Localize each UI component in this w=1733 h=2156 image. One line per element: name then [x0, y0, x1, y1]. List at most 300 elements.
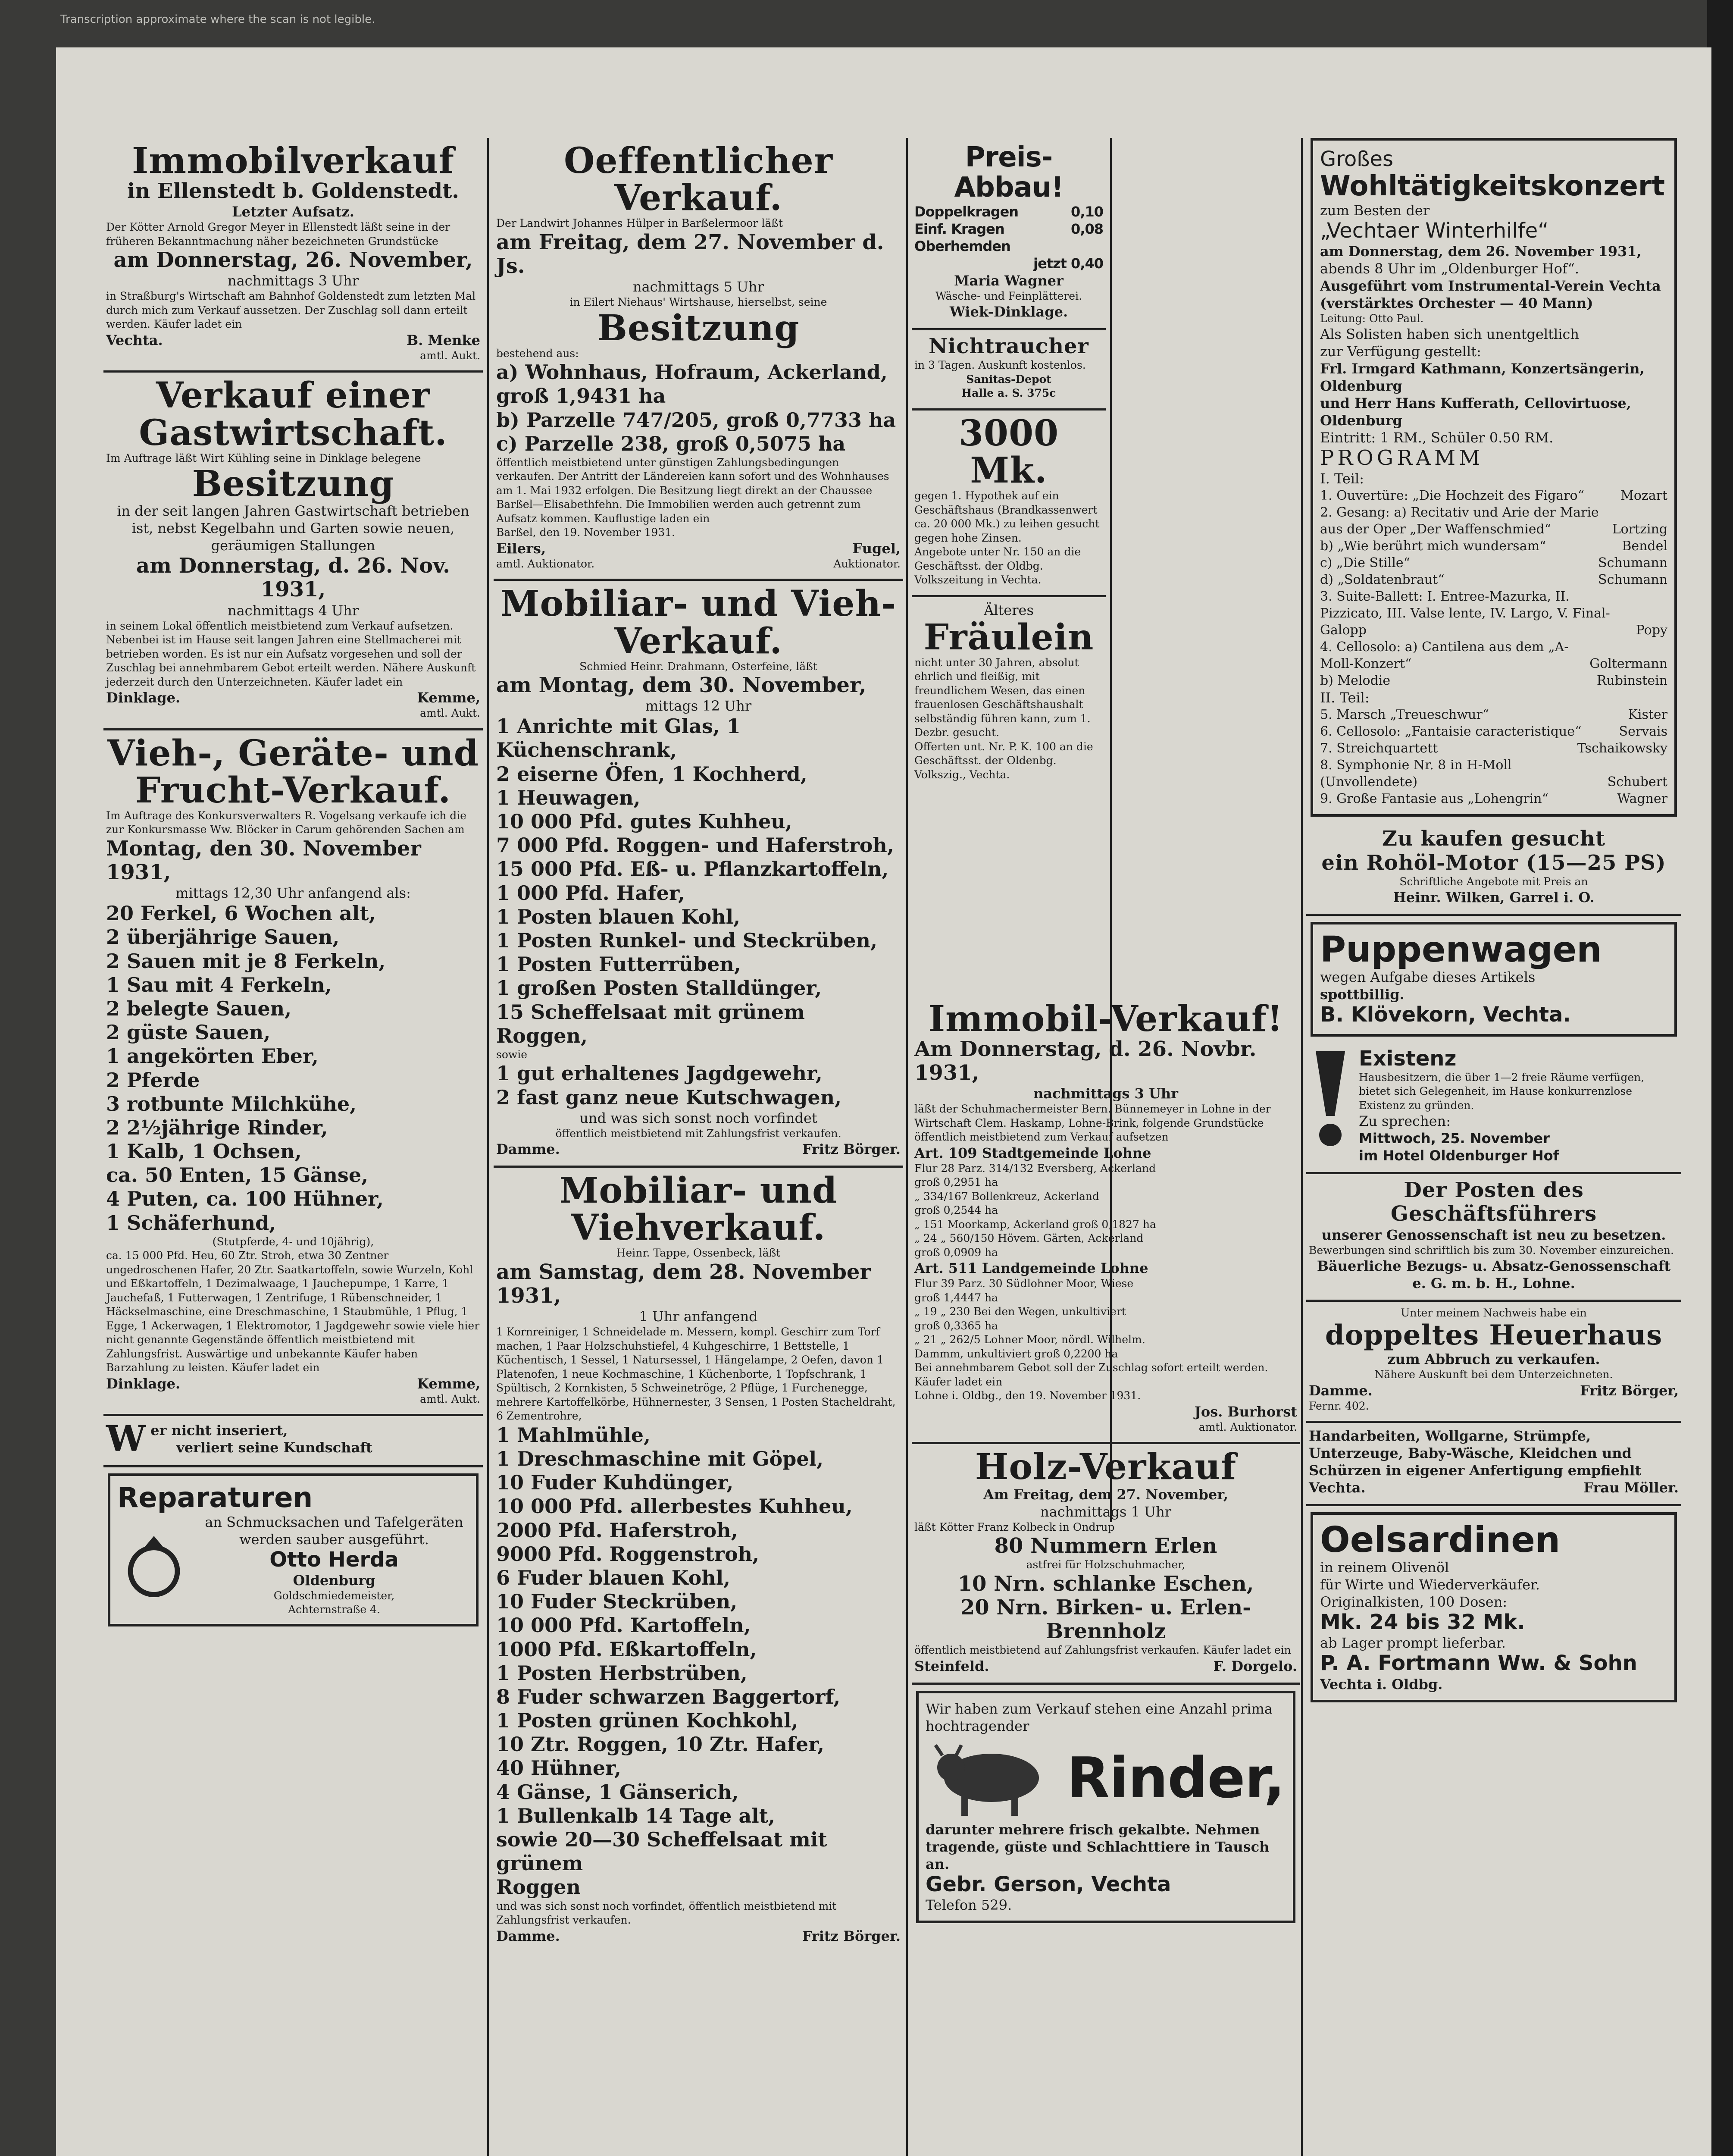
column-2	[494, 138, 903, 2156]
wood-item-1-note: astfrei für Holzschuhmacher,	[1026, 1558, 1186, 1571]
wood-item-1: 80 Nummern Erlen	[994, 1534, 1217, 1558]
ad-date: am Donnerstag, d. 26. Nov. 1931,	[136, 554, 450, 602]
list-item: 1 Schäferhund,	[106, 1211, 276, 1235]
program-composer: Lortzing	[1612, 522, 1667, 537]
ad-title: Nichtraucher	[929, 334, 1089, 359]
list-item: 2 belegte Sauen,	[106, 997, 292, 1020]
list-item: 1 Anrichte mit Glas, 1 Küchenschrank,	[496, 714, 741, 762]
ad-intro: Der Kötter Arnold Gregor Meyer in Ellenstedt läßt seine in der früheren Bekanntmachung näher bezeichneten Grundstücke	[106, 221, 450, 248]
list-item: 1 Posten Herbstrüben,	[496, 1661, 748, 1685]
price-value: 0,10	[1071, 203, 1103, 220]
ad-body: Bei annehmbarem Gebot soll der Zuschlag sofort erteilt werden. Käufer ladet ein	[914, 1361, 1268, 1388]
article-1-title: Art. 109 Stadtgemeinde Lohne	[914, 1144, 1151, 1161]
program-piece: b) Melodie	[1320, 673, 1391, 689]
ad-firm: Sanitas-Depot	[966, 373, 1051, 385]
ad-body-2: in seinem Lokal öffentlich meistbietend zum Verkauf aufsetzen. Nebenbei ist im Hause seit langen Jahren eine Stellmacherei mit betrieben worden. Es ist nur ein Aufsatz vorgesehen und soll der Zuschlag bei annehmbarem Gebot erteilt werden. Nähere Auskunft jederzeit durch den Unterzeichneten. Käufer ladet ein	[106, 619, 476, 688]
program-part-2: II. Teil:	[1320, 689, 1370, 706]
list-item: 20 Ferkel, 6 Wochen alt,	[106, 902, 376, 925]
program-composer: Tschaikowsky	[1577, 741, 1667, 756]
ad-price: Eintritt: 1 RM., Schüler 0.50 RM.	[1320, 429, 1554, 446]
ad-signature-left: Eilers,	[496, 540, 546, 557]
drop-initial: W	[106, 1418, 147, 1460]
list-item: 8 Fuder schwarzen Baggertorf,	[496, 1685, 841, 1708]
list-item: sowie 20—30 Scheffelsaat mit grünem	[496, 1828, 827, 1875]
ad-line-1: in reinem Olivenöl	[1320, 1559, 1449, 1576]
price-value: 0,08	[1071, 220, 1103, 237]
program-piece: 5. Marsch „Treueschwur“	[1320, 707, 1489, 723]
ad-signature: Jos. Burhorst	[1194, 1403, 1297, 1420]
list-item: 7 000 Pfd. Roggen- und Haferstroh,	[496, 834, 894, 857]
ad-time: nachmittags 3 Uhr	[227, 273, 359, 289]
article-2-parcel: Flur 39 Parz. 30 Südlohner Moor, Wiese	[914, 1277, 1134, 1290]
program-piece: d) „Soldatenbraut“	[1320, 572, 1445, 588]
ad-trade: Wäsche- und Feinplätterei.	[935, 289, 1082, 302]
program-piece: 6. Cellosolo: „Fantaisie caracteristique“	[1320, 724, 1582, 740]
list-item: 2 2½jährige Rinder,	[106, 1116, 328, 1139]
program-piece: b) „Wie berührt mich wundersam“	[1320, 539, 1546, 554]
ad-existenz	[1306, 1043, 1681, 1175]
ad-address: Halle a. S. 375c	[961, 387, 1056, 400]
ad-signature-title: amtl. Aukt.	[420, 1392, 480, 1405]
price-row	[914, 203, 1103, 220]
list-item: 4 Puten, ca. 100 Hühner,	[106, 1187, 384, 1211]
ad-puppenwagen	[1311, 922, 1677, 1036]
column-1	[103, 138, 483, 2156]
column-rule	[906, 138, 908, 2156]
list-item: 1 gut erhaltenes Jagdgewehr,	[496, 1062, 823, 1085]
ad-signature: Fritz Börger.	[802, 1927, 901, 1944]
price-label: Einf. Kragen	[914, 220, 1004, 237]
ad-title: Existenz	[1359, 1046, 1457, 1071]
program-row	[1320, 555, 1667, 571]
ad-title: Mobiliar- und Viehverkauf.	[559, 1170, 838, 1249]
list-item: 1000 Pfd. Eßkartoffeln,	[496, 1637, 757, 1661]
ad-headline: Besitzung	[597, 307, 800, 349]
ad-3000-mk	[912, 411, 1106, 597]
ad-time: mittags 12,30 Uhr anfangend als:	[175, 885, 411, 902]
ring-icon	[117, 1529, 191, 1602]
program-piece: c) „Die Stille“	[1320, 555, 1411, 571]
ad-kicker: Älteres	[984, 602, 1034, 618]
list-item: 1 Posten Runkel- und Steckrüben,	[496, 928, 878, 952]
ad-mobiliar-und-viehverkauf-tappe	[494, 1168, 903, 1952]
ad-wer-nicht-inseriert	[103, 1416, 483, 1467]
ad-dateline: Barßel, den 19. November 1931.	[496, 526, 675, 539]
ad-signature-title: amtl. Auktionator.	[1198, 1420, 1297, 1433]
ad-signature-title: amtl. Aukt.	[420, 349, 480, 362]
ad-signature: F. Dorgelo.	[1213, 1658, 1297, 1674]
ad-immobilverkauf-ellenstedt	[103, 138, 483, 373]
program-piece: 3. Suite-Ballett: I. Entree-Mazurka, II. Pizzicato, III. Valse lente, IV. Largo, V. Final-Galopp	[1320, 589, 1610, 638]
item-list	[106, 902, 480, 1235]
ad-verkauf-gastwirtschaft	[103, 373, 483, 730]
ad-place: Vechta.	[1309, 1479, 1366, 1496]
ad-reparaturen	[108, 1473, 479, 1626]
list-item: 1 großen Posten Stalldünger,	[496, 976, 822, 1000]
ad-time: mittags 12 Uhr	[645, 698, 752, 714]
list-item: 1 Dreschmaschine mit Göpel,	[496, 1447, 824, 1471]
list-item: 2 güste Sauen,	[106, 1021, 271, 1044]
ad-date: Mittwoch, 25. November	[1359, 1130, 1550, 1147]
list-item: 2 eiserne Öfen, 1 Kochherd,	[496, 762, 807, 786]
list-item: 1 Sau mit 4 Ferkeln,	[106, 973, 332, 997]
program-title: PROGRAMM	[1320, 446, 1484, 470]
program-composer: Goltermann	[1589, 656, 1667, 672]
program-row	[1320, 706, 1667, 723]
list-item: „ 24 „ 560/150 Hövem. Gärten, Ackerland	[914, 1232, 1144, 1245]
program-row	[1320, 757, 1667, 790]
list-item: 2 überjährige Sauen,	[106, 925, 340, 949]
transcription-note: Transcription approximate where the scan is not legible.	[60, 13, 375, 26]
ad-signature: Fritz Börger,	[1580, 1382, 1679, 1399]
list-item: „ 334/167 Bollenkreuz, Ackerland	[914, 1190, 1100, 1203]
ad-body: in 3 Tagen. Auskunft kostenlos.	[914, 359, 1086, 372]
list-item: b) Parzelle 747/205, groß 0,7733 ha	[496, 408, 896, 432]
ad-headline: Besitzung	[192, 463, 394, 505]
program-row	[1320, 487, 1667, 504]
item-list	[496, 1423, 901, 1899]
column-4	[1306, 138, 1681, 2156]
ad-oeffentlicher-verkauf	[494, 138, 903, 581]
ad-time: 1 Uhr anfangend	[639, 1308, 758, 1325]
list-item: Roggen	[496, 1875, 581, 1899]
ad-place: Damme.	[1309, 1382, 1373, 1399]
slogan-line-2: verliert seine Kundschaft	[176, 1439, 372, 1456]
ad-phone: Telefon 529.	[926, 1897, 1012, 1913]
ad-soloists-4: und Herr Hans Kufferath, Cellovirtuose, Oldenburg	[1320, 395, 1631, 429]
price-label: Doppelkragen	[914, 203, 1019, 220]
ad-fraeulein	[912, 597, 1106, 790]
list-item: groß 0,2951 ha	[914, 1176, 998, 1189]
ad-date: am Freitag, dem 27. November d. Js.	[496, 230, 884, 278]
ad-price: Mk. 24 bis 32 Mk.	[1320, 1610, 1525, 1635]
program-piece: 2. Gesang: a) Recitativ und Arie der Marie aus der Oper „Der Waffenschmied“	[1320, 505, 1599, 537]
ad-title: Verkauf einer Gastwirtschaft.	[139, 375, 447, 454]
ad-title: Wohltätigkeitskonzert	[1320, 170, 1665, 203]
program-part-1: I. Teil:	[1320, 470, 1364, 487]
ad-rohoel-motor	[1306, 823, 1681, 916]
ad-date: Am Freitag, dem 27. November,	[983, 1486, 1228, 1503]
ad-small-print: 1 Kornreiniger, 1 Schneidelade m. Messern, kompl. Geschirr zum Torf machen, 1 Paar Holzschuhstiefel, 4 Kuhgeschirre, 1 Bettstelle, 1 Küchentisch, 1 Sessel, 1 Natursessel, 1 Hängelampe, 2 Oefen, davon 1 Platenofen, 1 neue Kochmaschine, 1 Küchenborte, 1 Topfschrank, 1 Spültisch, 2 Kornkisten, 5 Schweinetröge, 2 Pflüge, 1 Furchenegge, mehrere Kartoffelkörbe, Hühnernester, 3 Sensen, 1 Posten Stacheldraht, 6 Zementrohre,	[496, 1326, 896, 1423]
ad-title: Fräulein	[923, 616, 1094, 658]
program-composer: Popy	[1636, 623, 1667, 638]
list-item: 9000 Pfd. Roggenstroh,	[496, 1542, 760, 1566]
ad-place: Vechta.	[106, 332, 163, 348]
price-table	[914, 203, 1103, 272]
ad-intro: läßt Kötter Franz Kolbeck in Ondrup	[914, 1520, 1115, 1533]
ad-subtitle: in Ellenstedt b. Goldenstedt.	[127, 179, 459, 204]
ad-title: Oeffentlicher Verkauf.	[563, 140, 833, 219]
list-item: 40 Hühner,	[496, 1756, 621, 1780]
wood-item-3: 20 Nrn. Birken- u. Erlen-	[960, 1595, 1251, 1620]
item-separator: sowie	[496, 1048, 528, 1061]
program-composer: Schubert	[1607, 774, 1667, 790]
ad-line-2: für Wirte und Wiederverkäufer.	[1320, 1576, 1540, 1593]
list-item: 10 Fuder Kuhdünger,	[496, 1471, 734, 1495]
article-2-title: Art. 511 Landgemeinde Lohne	[914, 1260, 1148, 1277]
ad-phone: Fernr. 402.	[1309, 1399, 1369, 1412]
ad-place: Damme.	[496, 1141, 560, 1158]
list-item: „ 19 „ 230 Bei den Wegen, unkultiviert	[914, 1305, 1126, 1318]
ad-signature-left-title: amtl. Auktionator.	[496, 557, 595, 570]
program-composer: Schumann	[1598, 572, 1667, 588]
program-piece: 9. Große Fantasie aus „Lohengrin“	[1320, 791, 1548, 807]
ad-preis-abbau	[912, 138, 1106, 330]
list-item: groß 1,4447 ha	[914, 1291, 998, 1304]
list-item: 10 000 Pfd. gutes Kuhheu,	[496, 810, 792, 834]
list-item: 15 000 Pfd. Eß- u. Pflanzkartoffeln,	[496, 857, 889, 881]
program-row	[1320, 571, 1667, 588]
program-row	[1320, 588, 1667, 639]
list-item: „ 21 „ 262/5 Lohner Moor, nördl. Wilhelm.	[914, 1333, 1145, 1346]
ad-headline: Rinder,	[1067, 1745, 1285, 1811]
slogan-line-1: er nicht inseriert,	[150, 1422, 288, 1439]
ad-dateline: Lohne i. Oldbg., den 19. November 1931.	[914, 1389, 1141, 1402]
list-item: 2000 Pfd. Haferstroh,	[496, 1518, 738, 1542]
bull-icon	[927, 1735, 1056, 1821]
ad-signature: Kemme,	[417, 1375, 480, 1392]
program-composer: Bendel	[1622, 539, 1667, 554]
ad-intro: Wir haben zum Verkauf stehen eine Anzahl prima hochtragender	[926, 1700, 1273, 1734]
ad-subtitle: unserer Genossenschaft ist neu zu besetzen.	[1321, 1226, 1666, 1243]
ad-holz-verkauf	[912, 1444, 1300, 1684]
ad-title: Zu kaufen gesucht	[1382, 827, 1606, 851]
ad-city: Vechta i. Oldbg.	[1320, 1676, 1443, 1692]
list-item: 1 000 Pfd. Hafer,	[496, 881, 685, 905]
ad-time: abends 8 Uhr im „Oldenburger Hof“.	[1320, 260, 1580, 277]
ad-intro: Schmied Heinr. Drahmann, Osterfeine, läßt	[579, 660, 817, 673]
ad-oelsardinen	[1311, 1512, 1677, 1702]
item-list	[496, 714, 901, 1048]
ad-kicker: Großes	[1320, 147, 1394, 171]
list-item: 2 Pferde	[106, 1068, 200, 1092]
ad-body-2: spottbillig.	[1320, 986, 1405, 1003]
program-row	[1320, 672, 1667, 689]
price-value: jetzt 0,40	[1033, 255, 1103, 272]
ad-offer: Offerten unt. Nr. P. K. 100 an die Geschäftsst. der Oldenbg. Volkszig., Vechta.	[914, 740, 1093, 781]
ad-conductor: Leitung: Otto Paul.	[1320, 312, 1424, 325]
ad-body: öffentlich meistbietend mit Zahlungsfrist verkaufen.	[555, 1127, 841, 1140]
ad-firm: Maria Wagner	[954, 272, 1064, 289]
list-item: 10 000 Pfd. allerbestes Kuhheu,	[496, 1495, 853, 1518]
list-item: 10 Fuder Steckrüben,	[496, 1590, 738, 1614]
list-item: 10 000 Pfd. Kartoffeln,	[496, 1614, 751, 1637]
list-item: a) Wohnhaus, Hofraum, Ackerland, groß 1,9431 ha	[496, 360, 888, 408]
list-item: c) Parzelle 238, groß 0,5075 ha	[496, 432, 846, 455]
ad-performer-2: (verstärktes Orchester — 40 Mann)	[1320, 295, 1593, 311]
program-list-1	[1320, 487, 1667, 689]
ad-body: an Schmucksachen und Tafelgeräten werden sauber ausgeführt.	[205, 1514, 463, 1548]
ad-place: Dinklage.	[106, 1375, 181, 1392]
ad-date: am Montag, dem 30. November,	[496, 673, 866, 698]
list-item: Dammm, unkultiviert groß 0,2200 ha	[914, 1347, 1118, 1360]
program-composer: Mozart	[1620, 488, 1667, 504]
column-rule	[487, 138, 489, 2156]
ad-lead: Zu sprechen:	[1359, 1113, 1451, 1130]
article-2-rows	[914, 1291, 1297, 1361]
ad-title: Der Posten des Geschäftsführers	[1390, 1178, 1597, 1226]
ad-immobil-verkauf-lohne	[912, 996, 1300, 1444]
ad-place-line: in Eilert Niehaus' Wirtshause, hierselbst, seine	[569, 296, 827, 309]
list-item: 10 Ztr. Roggen, 10 Ztr. Hafer,	[496, 1733, 824, 1756]
article-1-parcel: Flur 28 Parz. 314/132 Eversberg, Ackerland	[914, 1162, 1156, 1175]
ad-place: Damme.	[496, 1927, 560, 1944]
wood-item-4: Brennholz	[1045, 1619, 1166, 1644]
list-item: 15 Scheffelsaat mit grünem Roggen,	[496, 1000, 805, 1047]
list-item: groß 0,3365 ha	[914, 1319, 998, 1332]
ad-time: nachmittags 3 Uhr	[1033, 1085, 1179, 1102]
ad-wohltaetigkeitskonzert	[1311, 138, 1677, 817]
ad-title: doppeltes Heuerhaus	[1325, 1319, 1663, 1351]
list-item: 1 Posten grünen Kochkohl,	[496, 1709, 798, 1733]
list-item: 1 Kalb, 1 Ochsen,	[106, 1140, 302, 1163]
ad-small-print: ca. 15 000 Pfd. Heu, 60 Ztr. Stroh, etwa 30 Zentner ungedroschenen Hafer, 20 Ztr. Saatkartoffeln, sowie Wurzeln, Kohl und Eßkartoffeln, 1 Dezimalwaage, 1 Jauchepumpe, 1 Karre, 1 Jauchefaß, 1 Futterwagen, 1 Zentrifuge, 1 Rübenschneider, 1 Häckselmaschine, eine Dreschmaschine, 1 Staubmühle, 1 Pflug, 1 Egge, 1 Ackerwagen, 1 Elektromotor, 1 Jagdgewehr sowie viele hier nicht genannte Gegenstände öffentlich meistbietend mit Zahlungsfrist. Auswärtige und unbekannte Käufer haben Barzahlung zu leisten. Käufer ladet ein	[106, 1249, 480, 1374]
ad-time: nachmittags 4 Uhr	[227, 602, 359, 619]
price-row	[914, 220, 1103, 238]
ad-body: öffentlich meistbietend unter günstigen Zahlungsbedingungen verkaufen. Der Antritt der Ländereien kann sofort und des Wohnhauses am 1. Mai 1932 erfolgen. Die Besitzung liegt direkt an der Chaussee Barßel—Elisabethfehn. Die Immobilien werden auch getrennt zum Aufsatz kommen. Kauflustige laden ein	[496, 456, 889, 525]
list-item: 4 Gänse, 1 Gänserich,	[496, 1780, 739, 1804]
ad-nichtraucher	[912, 330, 1106, 411]
ad-title: Reparaturen	[117, 1482, 313, 1514]
ad-title: Preis-Abbau!	[954, 141, 1064, 204]
list-item: 1 angekörten Eber,	[106, 1044, 319, 1068]
program-composer: Servais	[1619, 724, 1667, 740]
ad-firm: Bäuerliche Bezugs- u. Absatz-Genossenschaft e. G. m. b. H., Lohne.	[1317, 1258, 1671, 1292]
ad-body: Nähere Auskunft bei dem Unterzeichneten.	[1374, 1368, 1613, 1381]
ad-intro: Der Landwirt Johannes Hülper in Barßelermoor läßt	[496, 217, 783, 230]
ad-item: ein Rohöl-Motor (15—25 PS)	[1321, 850, 1666, 875]
list-item: 1 Heuwagen,	[496, 786, 641, 809]
ad-body: darunter mehrere frisch gekalbte. Nehmen tragende, güste und Schlachttiere in Tausch an.	[926, 1821, 1270, 1872]
list-item: 2 fast ganz neue Kutschwagen,	[496, 1085, 842, 1109]
ad-signature: Kemme,	[417, 689, 480, 706]
program-composer: Wagner	[1617, 791, 1667, 807]
ad-date: Am Donnerstag, d. 26. Novbr. 1931,	[914, 1037, 1257, 1085]
list-item: 1 Bullenkalb 14 Tage alt,	[496, 1804, 775, 1827]
item-list-2	[496, 1062, 901, 1109]
list-item: 2 Sauen mit je 8 Ferkeln,	[106, 949, 386, 973]
newspaper-page	[56, 47, 1711, 2156]
ad-signature-right: Fugel,	[852, 540, 901, 557]
column-3-lower	[912, 996, 1300, 2156]
ad-mobiliar-und-viehverkauf-drahmann	[494, 581, 903, 1168]
wood-item-2: 10 Nrn. schlanke Eschen,	[957, 1571, 1254, 1596]
ad-date: am Samstag, dem 28. November 1931,	[496, 1260, 871, 1308]
ad-body-1: wegen Aufgabe dieses Artikels	[1320, 969, 1536, 986]
parcel-list	[496, 360, 901, 456]
price-row	[914, 238, 1103, 255]
ad-signature: Frau Möller.	[1583, 1479, 1679, 1496]
list-item: 1 Posten blauen Kohl,	[496, 905, 741, 928]
ad-line-2: „Vechtaer Winterhilfe“	[1320, 218, 1549, 243]
program-row	[1320, 723, 1667, 740]
ad-body: Bewerbungen sind schriftlich bis zum 30. November einzureichen.	[1309, 1244, 1674, 1257]
ad-soloists-3: Frl. Irmgard Kathmann, Konzertsängerin, Oldenburg	[1320, 360, 1645, 395]
ad-intro: Im Auftrage des Konkursverwalters R. Vogelsang verkaufe ich die zur Konkursmasse Ww. Blöcker in Carum gehörenden Sachen am	[106, 809, 467, 836]
ad-title: Mobiliar- und Vieh-Verkauf.	[500, 583, 897, 662]
ad-lead: bestehend aus:	[496, 347, 579, 360]
ad-line-1: zum Besten der	[1320, 202, 1430, 219]
ad-body: Hausbesitzern, die über 1—2 freie Räume verfügen, bietet sich Gelegenheit, im Hause konkurrenzlose Existenz zu gründen.	[1359, 1071, 1645, 1112]
ad-intro: läßt der Schuhmachermeister Bern. Bünnemeyer in Lohne in der Wirtschaft Clem. Haskamp, Lohne-Brink, folgende Grundstücke öffentlich meistbietend zum Verkauf aufsetzen	[914, 1103, 1271, 1144]
ad-place: im Hotel Oldenburger Hof	[1359, 1147, 1559, 1164]
ad-performer-1: Ausgeführt vom Instrumental-Verein Vechta	[1320, 277, 1661, 294]
ad-firm: Gebr. Gerson, Vechta	[926, 1872, 1171, 1896]
ad-firm: B. Klövekorn, Vechta.	[1320, 1003, 1571, 1027]
program-row	[1320, 504, 1667, 538]
ad-rinder	[916, 1691, 1295, 1923]
ad-firm: Otto Herda	[269, 1547, 399, 1572]
program-composer: Kister	[1628, 707, 1667, 723]
ad-title: Oelsardinen	[1320, 1520, 1561, 1561]
ad-title: 3000 Mk.	[958, 412, 1059, 492]
list-item: ca. 50 Enten, 15 Gänse,	[106, 1163, 369, 1187]
list-item: 3 rotbunte Milchkühe,	[106, 1092, 357, 1116]
exclamation-icon	[1309, 1047, 1352, 1150]
program-composer: Rubinstein	[1596, 673, 1667, 689]
program-row	[1320, 740, 1667, 757]
ad-line-4: ab Lager prompt lieferbar.	[1320, 1635, 1506, 1651]
ad-body: und was sich sonst noch vorfindet, öffentlich meistbietend mit Zahlungsfrist verkaufen.	[496, 1899, 837, 1927]
ad-signature-title: amtl. Aukt.	[420, 707, 480, 720]
item-note: (Stutpferde, 4- und 10jährig),	[212, 1235, 374, 1248]
ad-intro: Heinr. Tappe, Ossenbeck, läßt	[616, 1247, 781, 1260]
program-composer: Schumann	[1598, 555, 1667, 571]
program-row	[1320, 639, 1667, 672]
column-rule	[1301, 138, 1303, 2156]
ad-body: in Straßburg's Wirtschaft am Bahnhof Goldenstedt zum letzten Mal durch mich zum Verkauf aussetzen. Der Zuschlag soll dann erteilt werden. Käufer ladet ein	[106, 290, 476, 331]
ad-street: Achternstraße 4.	[288, 1603, 381, 1616]
ad-intro: Unter meinem Nachweis habe ein	[1401, 1307, 1587, 1319]
article-1-rows	[914, 1175, 1297, 1260]
ad-date: am Donnerstag, 26. November,	[113, 248, 473, 273]
ad-title: Vieh-, Geräte- und Frucht-Verkauf.	[107, 732, 479, 811]
ad-handarbeiten	[1306, 1423, 1681, 1506]
ad-signature: B. Menke	[407, 332, 480, 348]
ad-vieh-geraete-fruchtverkauf	[103, 730, 483, 1416]
ad-intro: Im Auftrage läßt Wirt Kühling seine in Dinklage belegene	[106, 451, 421, 464]
ad-time: nachmittags 1 Uhr	[1040, 1503, 1172, 1520]
ad-geschaeftsfuehrer	[1306, 1174, 1681, 1302]
ad-time: nachmittags 5 Uhr	[632, 279, 764, 295]
ad-body: nicht unter 30 Jahren, absolut ehrlich und fleißig, mit freundlichem Wesen, das einen frauenlosen Geschäftshaushalt selbständig führen kann, zum 1. Dezbr. gesucht.	[914, 656, 1091, 739]
program-piece: 1. Ouvertüre: „Die Hochzeit des Figaro“	[1320, 488, 1584, 504]
ad-subtitle: zum Abbruch zu verkaufen.	[1387, 1351, 1600, 1368]
ad-kicker: Letzter Aufsatz.	[232, 204, 354, 220]
program-row	[1320, 538, 1667, 555]
list-item: „ 151 Moorkamp, Ackerland groß 0,1827 ha	[914, 1218, 1156, 1231]
ad-signature-right-title: Auktionator.	[833, 557, 901, 570]
ad-firm: P. A. Fortmann Ww. & Sohn	[1320, 1651, 1637, 1676]
program-piece: 7. Streichquartett	[1320, 741, 1438, 756]
ad-name: Heinr. Wilken, Garrel i. O.	[1393, 889, 1595, 906]
ad-title: Immobil-Verkauf!	[928, 998, 1283, 1040]
ad-title: Holz-Verkauf	[975, 1446, 1237, 1488]
program-list-2	[1320, 706, 1667, 807]
ad-line-3: Originalkisten, 100 Dosen:	[1320, 1594, 1508, 1611]
ad-body: Schriftliche Angebote mit Preis an	[1399, 875, 1588, 888]
list-item: 1 Mahlmühle,	[496, 1423, 651, 1447]
price-row	[914, 255, 1103, 272]
ad-body: gegen 1. Hypothek auf ein Geschäftshaus (Brandkassenwert ca. 20 000 Mk.) zu leihen gesucht gegen hohe Zinsen.	[914, 489, 1100, 544]
program-row	[1320, 790, 1667, 807]
ad-date: Montag, den 30. November 1931,	[106, 836, 421, 884]
ad-place: Wiek-Dinklage.	[949, 304, 1068, 320]
list-item: groß 0,0909 ha	[914, 1246, 998, 1259]
ad-soloists-2: zur Verfügung gestellt:	[1320, 343, 1481, 360]
list-item: 1 Posten Futterrüben,	[496, 953, 741, 976]
ad-body: Handarbeiten, Wollgarne, Strümpfe, Unterzeuge, Baby-Wäsche, Kleidchen und Schürzen in eigener Anfertigung empfiehlt	[1309, 1428, 1642, 1479]
